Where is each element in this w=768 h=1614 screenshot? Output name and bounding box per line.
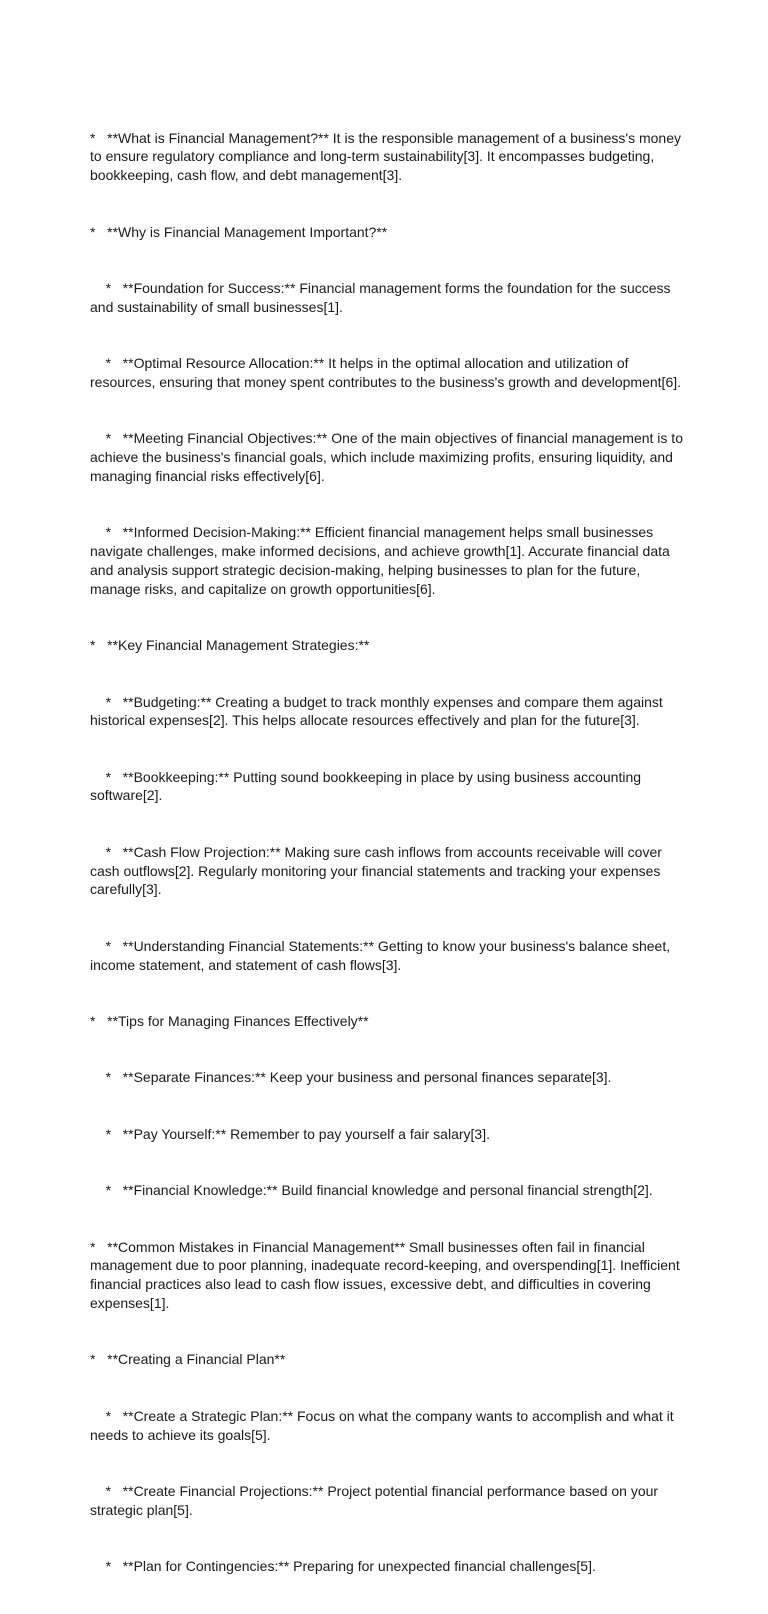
bullet-common-mistakes: * **Common Mistakes in Financial Management** Small businesses often fail in financial management due to poor planning, inadequate record-keeping, and overspending[1]. Inefficient financial practices also lead to cash flow issues, excessive debt, and difficulties in covering expenses[1]. (90, 1238, 684, 1311)
sub-bullet-informed-decision-making: * **Informed Decision-Making:** Efficient financial management helps small businesses navigate challenges, make informed decisions, and achieve growth[1]. Accurate financial data and analysis support strategic decision-making, helping businesses to plan for the future, manage risks, and capitalize on growth opportunities[6]. (90, 524, 674, 597)
sub-bullet-budgeting: * **Budgeting:** Creating a budget to track monthly expenses and compare them against historical expenses[2]. This helps allocate resources effectively and plan for the future[3]. (90, 693, 667, 729)
bullet-tips-heading: * **Tips for Managing Finances Effectively** (90, 1013, 369, 1030)
bullet-why-important-heading: * **Why is Financial Management Important?** (90, 223, 388, 240)
sub-bullet-contingencies: * **Plan for Contingencies:** Preparing for unexpected financial challenges[5]. (90, 1558, 596, 1575)
sub-bullet-separate-finances: * **Separate Finances:** Keep your business and personal finances separate[3]. (90, 1069, 612, 1086)
sub-bullet-pay-yourself: * **Pay Yourself:** Remember to pay yourself a fair salary[3]. (90, 1125, 490, 1142)
sub-bullet-bookkeeping: * **Bookkeeping:** Putting sound bookkeeping in place by using business accounting software[2]. (90, 768, 645, 804)
document-body (90, 91, 686, 1614)
bullet-what-is-financial-management: * **What is Financial Management?** It is the responsible management of a business's money to ensure regulatory compliance and long-term sustainability[3]. It encompasses budgeting, bookkeeping, cash flow, and debt management[3]. (90, 129, 685, 184)
bullet-creating-financial-plan-heading: * **Creating a Financial Plan** (90, 1351, 286, 1368)
bullet-key-strategies-heading: * **Key Financial Management Strategies:** (90, 637, 370, 654)
sub-bullet-cash-flow-projection: * **Cash Flow Projection:** Making sure cash inflows from accounts receivable will cover cash outflows[2]. Regularly monitoring your financial statements and tracking your expenses carefully[3]. (90, 843, 666, 898)
sub-bullet-meeting-financial-objectives: * **Meeting Financial Objectives:** One of the main objectives of financial management is to achieve the business's financial goals, which include maximizing profits, ensuring liquidity, and managing financial risks effectively[6]. (90, 430, 687, 484)
sub-bullet-financial-knowledge: * **Financial Knowledge:** Build financial knowledge and personal financial strength[2]. (90, 1182, 653, 1199)
sub-bullet-financial-projections: * **Create Financial Projections:** Project potential financial performance based on your strategic plan[5]. (90, 1482, 662, 1518)
sub-bullet-foundation-for-success: * **Foundation for Success:** Financial management forms the foundation for the success and sustainability of small businesses[1]. (90, 279, 675, 315)
sub-bullet-understanding-statements: * **Understanding Financial Statements:** Getting to know your business's balance sheet, income statement, and statement of cash flows[3]. (90, 937, 674, 973)
sub-bullet-strategic-plan: * **Create a Strategic Plan:** Focus on what the company wants to accomplish and what it needs to achieve its goals[5]. (90, 1407, 678, 1443)
sub-bullet-optimal-resource-allocation: * **Optimal Resource Allocation:** It helps in the optimal allocation and utilization of resources, ensuring that money spent contributes to the business's growth and development[6]. (90, 355, 682, 390)
